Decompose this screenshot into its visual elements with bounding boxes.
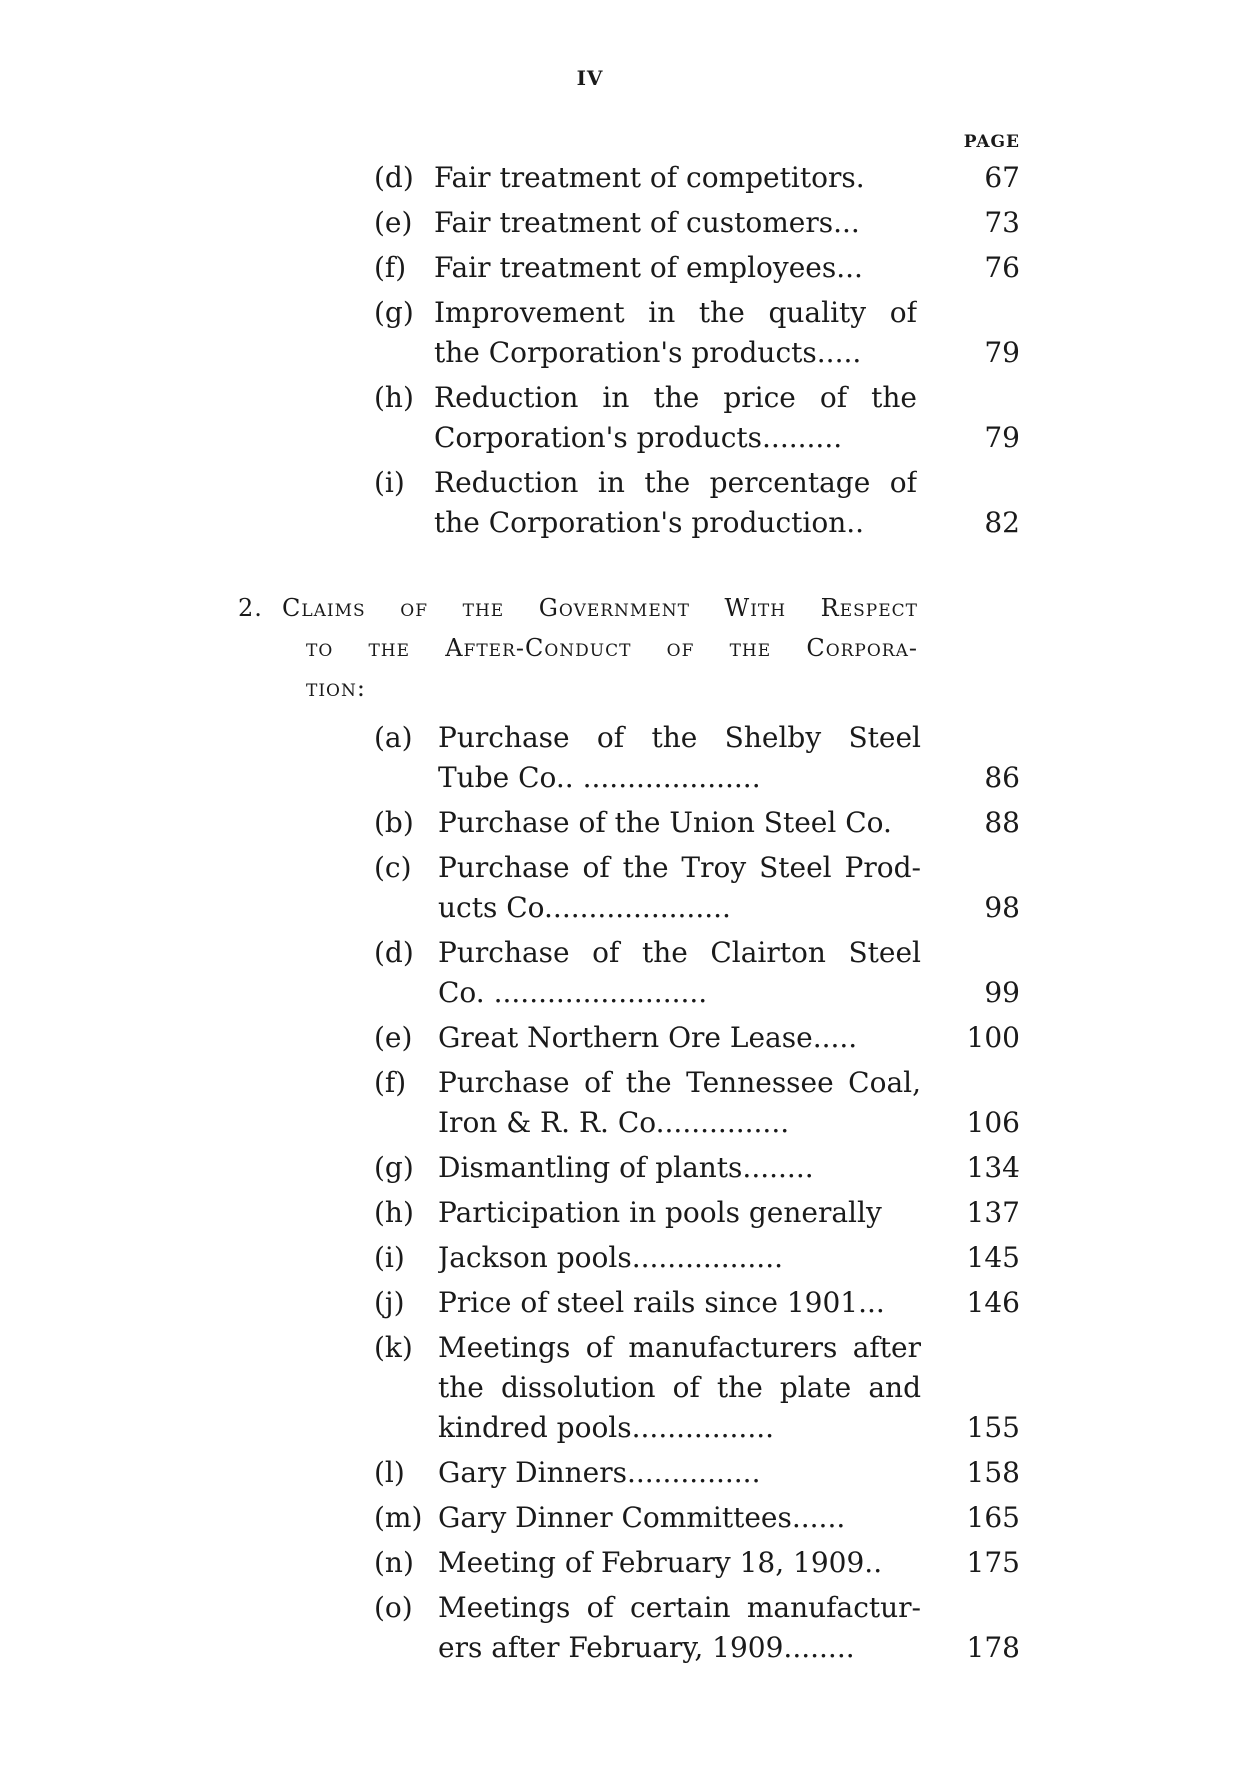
toc-entry-line: Corporation's products......... [434, 421, 843, 454]
toc-entry-line: Improvement in the quality of [434, 296, 917, 329]
toc-entry-line: Meetings of manufacturers after [438, 1331, 921, 1364]
toc-entry-letter: (j) [374, 1286, 405, 1319]
toc-entry-page: 106 [966, 1106, 1020, 1139]
toc-entry-line: Dismantling of plants........ [438, 1151, 814, 1184]
toc-entry-line: Purchase of the Clairton Steel [438, 936, 921, 969]
toc-entry-letter: (n) [374, 1546, 414, 1579]
toc-entry-line: Gary Dinners............... [438, 1456, 761, 1489]
toc-entry-page: 79 [984, 336, 1020, 369]
toc-entry-page: 82 [984, 506, 1020, 539]
toc-entry-page: 145 [966, 1241, 1020, 1274]
toc-entry-letter: (f) [374, 251, 407, 284]
toc-entry-line: ucts Co..................... [438, 891, 731, 924]
toc-entry-line: Price of steel rails since 1901... [438, 1286, 885, 1319]
toc-entry-line: Great Northern Ore Lease..... [438, 1021, 858, 1054]
toc-entry-letter: (h) [374, 1196, 414, 1229]
toc-entry-page: 175 [966, 1546, 1020, 1579]
toc-entry-line: Reduction in the percentage of [434, 466, 917, 499]
toc-entry-letter: (l) [374, 1456, 405, 1489]
toc-entry-line: Purchase of the Tennessee Coal, [438, 1066, 921, 1099]
toc-entry-line: Participation in pools generally [438, 1196, 882, 1229]
toc-entry-letter: (m) [374, 1501, 423, 1534]
toc-entry-line: Purchase of the Troy Steel Prod- [438, 851, 921, 884]
toc-entry-line: Gary Dinner Committees...... [438, 1501, 846, 1534]
folio: IV [576, 66, 604, 90]
toc-entry-line: Jackson pools................. [438, 1241, 783, 1274]
toc-entry-line: Purchase of the Shelby Steel [438, 721, 921, 754]
toc-entry-line: the dissolution of the plate and [438, 1371, 921, 1404]
toc-entry-letter: (b) [374, 806, 414, 839]
toc-entry-letter: (h) [374, 381, 414, 414]
toc-entry-page: 100 [966, 1021, 1020, 1054]
toc-entry-letter: (k) [374, 1331, 413, 1364]
toc-entry-letter: (c) [374, 851, 412, 884]
section-heading-line: to the After-Conduct of the Corpora- [306, 634, 918, 662]
section-number: 2. [238, 594, 263, 622]
toc-entry-letter: (a) [374, 721, 413, 754]
toc-entry-line: Meeting of February 18, 1909.. [438, 1546, 883, 1579]
toc-entry-line: the Corporation's production.. [434, 506, 865, 539]
toc-entry-line: Tube Co.. .................... [438, 761, 761, 794]
toc-entry-page: 99 [984, 976, 1020, 1009]
toc-entry-letter: (o) [374, 1591, 413, 1624]
toc-entry-letter: (i) [374, 1241, 405, 1274]
toc-entry-page: 79 [984, 421, 1020, 454]
toc-entry-letter: (d) [374, 936, 414, 969]
toc-entry-page: 134 [966, 1151, 1020, 1184]
toc-entry-line: Fair treatment of employees... [434, 251, 863, 284]
toc-entry-line: kindred pools................ [438, 1411, 775, 1444]
toc-entry-letter: (e) [374, 206, 413, 239]
toc-entry-letter: (e) [374, 1021, 413, 1054]
toc-entry-page: 88 [984, 806, 1020, 839]
toc-entry-line: Meetings of certain manufactur- [438, 1591, 921, 1624]
toc-entry-page: 165 [966, 1501, 1020, 1534]
toc-entry-page: 73 [984, 206, 1020, 239]
toc-entry-line: the Corporation's products..... [434, 336, 862, 369]
toc-entry-letter: (f) [374, 1066, 407, 1099]
toc-entry-line: Iron & R. R. Co............... [438, 1106, 790, 1139]
toc-entry-page: 178 [966, 1631, 1020, 1664]
toc-entry-line: Reduction in the price of the [434, 381, 917, 414]
toc-entry-line: ers after February, 1909........ [438, 1631, 855, 1664]
toc-entry-line: Co. ........................ [438, 976, 708, 1009]
toc-entry-letter: (g) [374, 1151, 414, 1184]
toc-entry-letter: (d) [374, 161, 414, 194]
section-heading-line: tion: [306, 674, 366, 702]
toc-entry-page: 86 [984, 761, 1020, 794]
toc-entry-letter: (i) [374, 466, 405, 499]
toc-entry-page: 155 [966, 1411, 1020, 1444]
toc-entry-page: 158 [966, 1456, 1020, 1489]
page-column-label: PAGE [963, 132, 1020, 152]
toc-entry-line: Purchase of the Union Steel Co. [438, 806, 892, 839]
toc-entry-page: 98 [984, 891, 1020, 924]
toc-entry-line: Fair treatment of competitors. [434, 161, 865, 194]
section-heading-line: Claims of the Government With Respect [282, 594, 918, 622]
toc-entry-page: 76 [984, 251, 1020, 284]
toc-entry-line: Fair treatment of customers... [434, 206, 860, 239]
toc-entry-letter: (g) [374, 296, 414, 329]
toc-entry-page: 67 [984, 161, 1020, 194]
toc-entry-page: 146 [966, 1286, 1020, 1319]
toc-entry-page: 137 [966, 1196, 1020, 1229]
